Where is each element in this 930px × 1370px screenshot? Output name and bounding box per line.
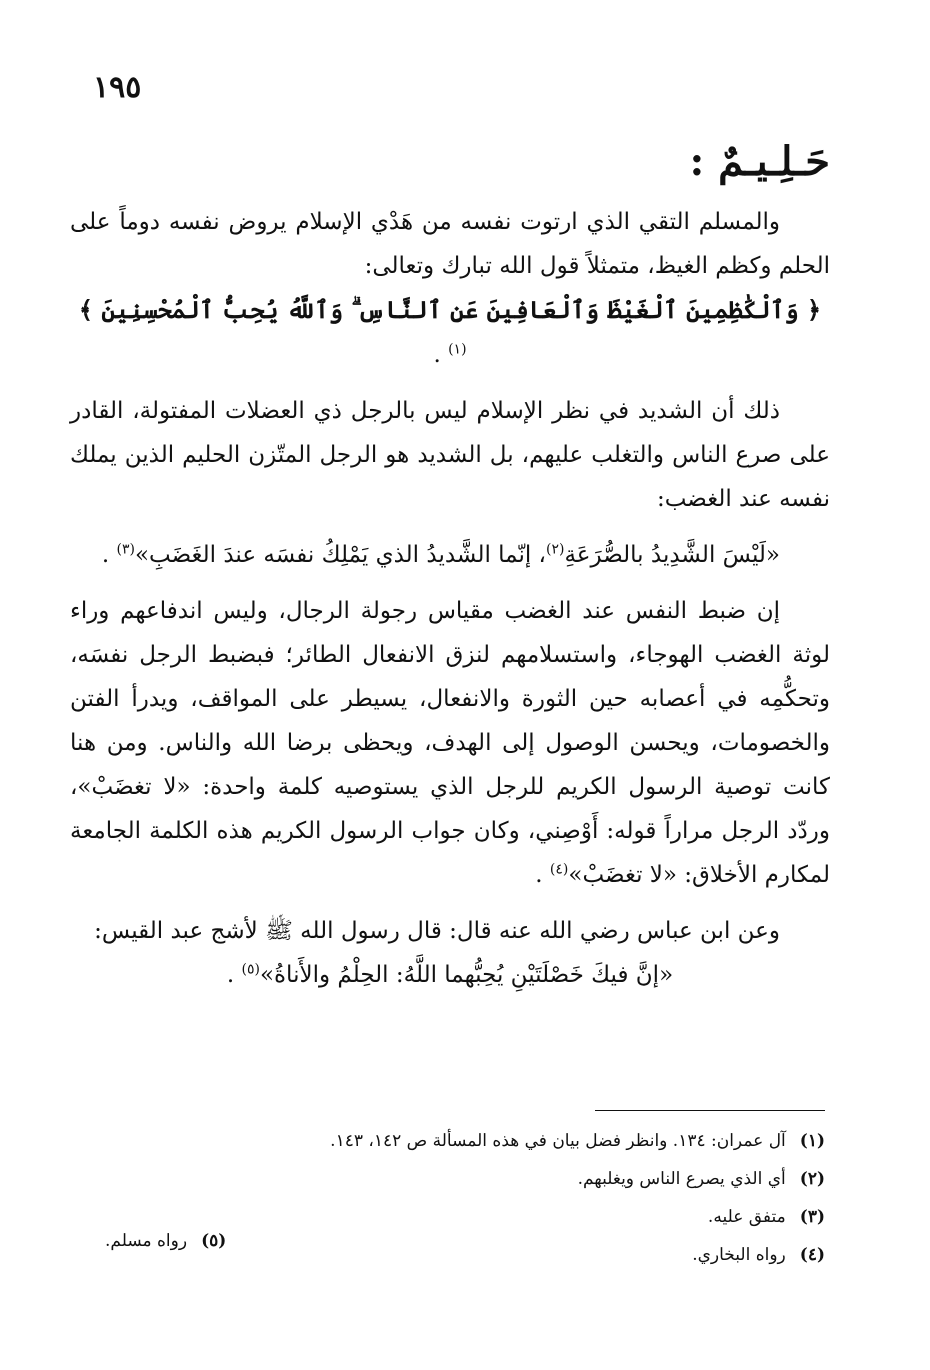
footnote-5-text: رواه مسلم. [105,1231,188,1251]
footnote-4-text: رواه البخاري. [692,1245,786,1265]
footnote-ref-2: (٢) [545,541,565,558]
footnote-1 [105,1122,825,1160]
footnote-3-number: (٣) [799,1207,825,1227]
hadith-two-qualities [70,953,830,997]
paragraph-ibn-abbas: وعن ابن عباس رضي الله عنه قال: قال رسول الله ﷺ لأشج عبد القيس: [94,918,780,944]
paragraph-strength: ذلك أن الشديد في نظر الإسلام ليس بالرجل ذي العضلات المفتولة، القادر على صرع الناس والتغلب عليهم، بل الشديد هو الرجل المتّزن الحليم الذين يملك نفسه عند الغضب: [70,398,830,512]
hadith-1-part-a: «لَيْسَ الشَّدِيدُ بالصُّرَعَةِ [564,542,780,568]
paragraph-self-control-end: . [535,862,550,888]
footnote-3-text: متفق عليه. [707,1207,786,1227]
hadith-strong-man [70,533,830,577]
quran-end: . [433,342,449,368]
footnote-ref-4: (٤) [549,861,569,878]
footnote-5 [105,1222,226,1260]
hadith-1-part-b: ، إنّما الشَّديدُ الذي يَمْلِكُ نفسَه عندَ الغَضَبِ» [134,542,546,568]
page-number: ١٩٥ [93,70,142,105]
footnote-4-number: (٤) [799,1245,825,1265]
footnote-5-number: (٥) [201,1231,227,1251]
footnote-2-number: (٢) [799,1169,825,1189]
paragraph-intro: والمسلم التقي الذي ارتوت نفسه من هَدْي الإسلام يروض نفسه دوماً على الحلم وكظم الغيظ، متمثلاً قول الله تبارك وتعالى: [70,209,830,279]
footnote-1-number: (١) [799,1131,825,1151]
footnote-2 [105,1160,825,1198]
paragraph-self-control-text: إن ضبط النفس عند الغضب مقياس رجولة الرجال، وليس اندفاعهم وراء لوثة الغضب الهوجاء، واستسلامهم لنزق الانفعال الطائر؛ فبضبط الرجل نفسَه، وتحكُّمِه في أعصابه حين الثورة والانفعال، يسيطر على المواقف، ويدرأ الفتن والخصومات، ويحسن الوصول إلى الهدف، ويحظى برضا الله والناس. ومن هنا كانت توصية الرسول الكريم للرجل الذي يستوصيه كلمة واحدة: «لا تغضَبْ»، وردّد الرجل مراراً قوله: أَوْصِني، وكان جواب الرسول الكريم هذه الكلمة الجامعة لمكارم الأخلاق: «لا تغضَبْ» [70,598,830,888]
hadith-1-end: . [101,542,117,568]
hadith-2-end: . [226,962,242,988]
hadith-2-text: «إنَّ فيكَ خَصْلَتَيْنِ يُحِبُّهما اللَّهُ: الحِلْمُ والأَناةُ» [259,962,674,988]
footnote-divider [595,1110,825,1111]
footnote-ref-1: (١) [448,341,467,358]
quran-verse [70,288,830,377]
body-text [70,200,830,1009]
footnote-2-text: أي الذي يصرع الناس ويغلبهم. [577,1169,786,1189]
footnote-ref-5: (٥) [241,961,260,978]
footnote-ref-3: (٣) [116,541,135,558]
section-heading: حَـلِـيـمٌ : [689,138,830,185]
paragraph-self-control [70,589,830,897]
footnote-1-text: آل عمران: ١٣٤. وانظر فضل بيان في هذه المسألة ص ١٤٢، ١٤٣. [330,1131,786,1151]
quran-text: ﴿ وَٱلْكَٰظِمِينَ ٱلْغَيْظَ وَٱلْعَافِينَ عَنِ ٱلنَّاسِ ۗ وَٱللَّهُ يُحِبُّ ٱلْمُحْسِنِينَ ﴾ [78,295,822,324]
